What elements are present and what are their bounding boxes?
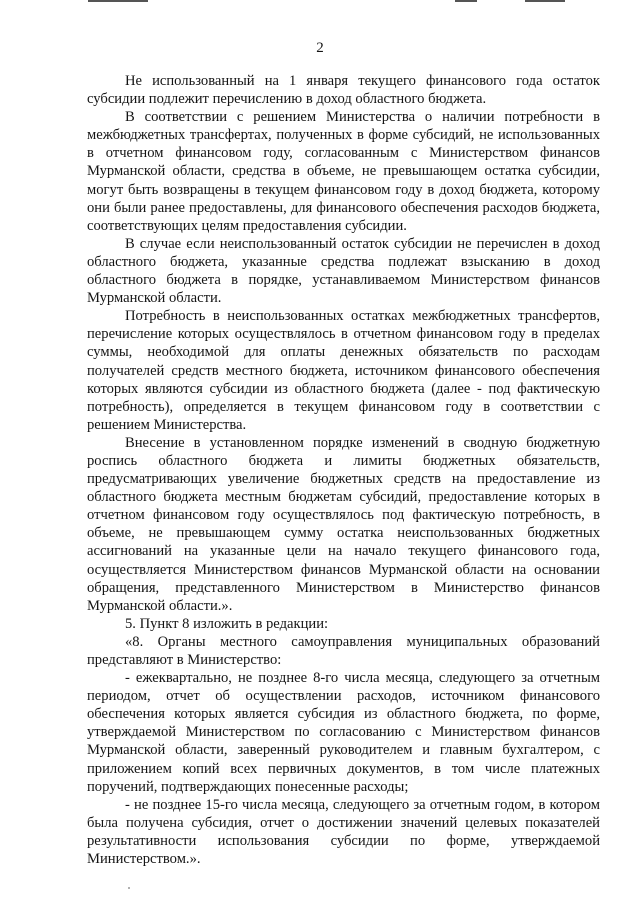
page-number: 2 (316, 40, 324, 56)
scan-speck (128, 887, 130, 889)
paragraph-need-definition: Потребность в неиспользованных остатках межбюджетных трансфертов, перечисление которых осуществлялось в отчетном финансовом году в пределах суммы, необходимой для оплаты денежных обязательств по расходам получателей средств местного бюджета, источником финансового обеспечения которых являются субсидии из областного бюджета (далее - под фактическую потребность), определяется в текущем финансовом году в соответствии с решением Министерства. (87, 308, 600, 433)
paragraph-ministry-decision: В соответствии с решением Министерства о наличии потребности в межбюджетных трансфертах, полученных в форме субсидий, не использованных в отчетном финансовом году, согласованным с Министерством финансов Мурманской области, средства в объеме, не превышающем остатка субсидии, могут быть возвращены в текущем финансовом году в доход бюджета, которому они были ранее предоставлены, для финансового обеспечения расходов бюджета, соответствующих целям предоставления субсидии. (87, 109, 600, 234)
paragraph-amend-point-8: 5. Пункт 8 изложить в редакции: (125, 615, 329, 632)
paragraph-point-8: «8. Органы местного самоуправления муниципальных образований представляют в Министерство: (87, 633, 600, 668)
paragraph-budget-changes: Внесение в установленном порядке изменений в сводную бюджетную роспись областного бюджета и лимиты бюджетных обязательств, предусматривающих увеличение бюджетных средств на предоставление из областного бюджета местным бюджетам субсидий, предоставление которых в отчетном финансовом году осуществлялось под фактическую потребность, в объеме, не превышающем сумму остатка неиспользованных бюджетных ассигнований на указанные цели на начало текущего финансового года, осуществляется Министерством финансов Мурманской области на основании обращения, представленного Министерством в Министерство финансов Мурманской области.». (87, 434, 600, 614)
paragraph-recovery: В случае если неиспользованный остаток субсидии не перечислен в доход областного бюджета, указанные средства подлежат взысканию в доход областного бюджета в порядке, устанавливаемом Министерством финансов Мурманской области. (87, 235, 600, 307)
paragraph-unused-balance: Не использованный на 1 января текущего финансового года остаток субсидии подлежит перечислению в доход областного бюджета. (87, 73, 600, 108)
scan-edge-mark (88, 0, 148, 2)
document-body (87, 72, 600, 868)
list-item-annual-report: - не позднее 15-го числа месяца, следующего за отчетным годом, в котором была получена субсидия, отчет о достижении значений целевых показателей результативности использования субсидии по форме, утверждаемой Министерством.». (87, 796, 600, 868)
list-item-quarterly-report: - ежеквартально, не позднее 8-го числа месяца, следующего за отчетным периодом, отчет об осуществлении расходов, источником финансового обеспечения которых является субсидия из областного бюджета, по форме, утверждаемой Министерством по согласованию с Министерством финансов Мурманской области, заверенный руководителем и главным бухгалтером, с приложением копий всех первичных документов, в том числе платежных поручений, подтверждающих понесенные расходы; (87, 670, 600, 795)
scan-edge-mark (525, 0, 565, 2)
scan-edge-mark (455, 0, 477, 2)
